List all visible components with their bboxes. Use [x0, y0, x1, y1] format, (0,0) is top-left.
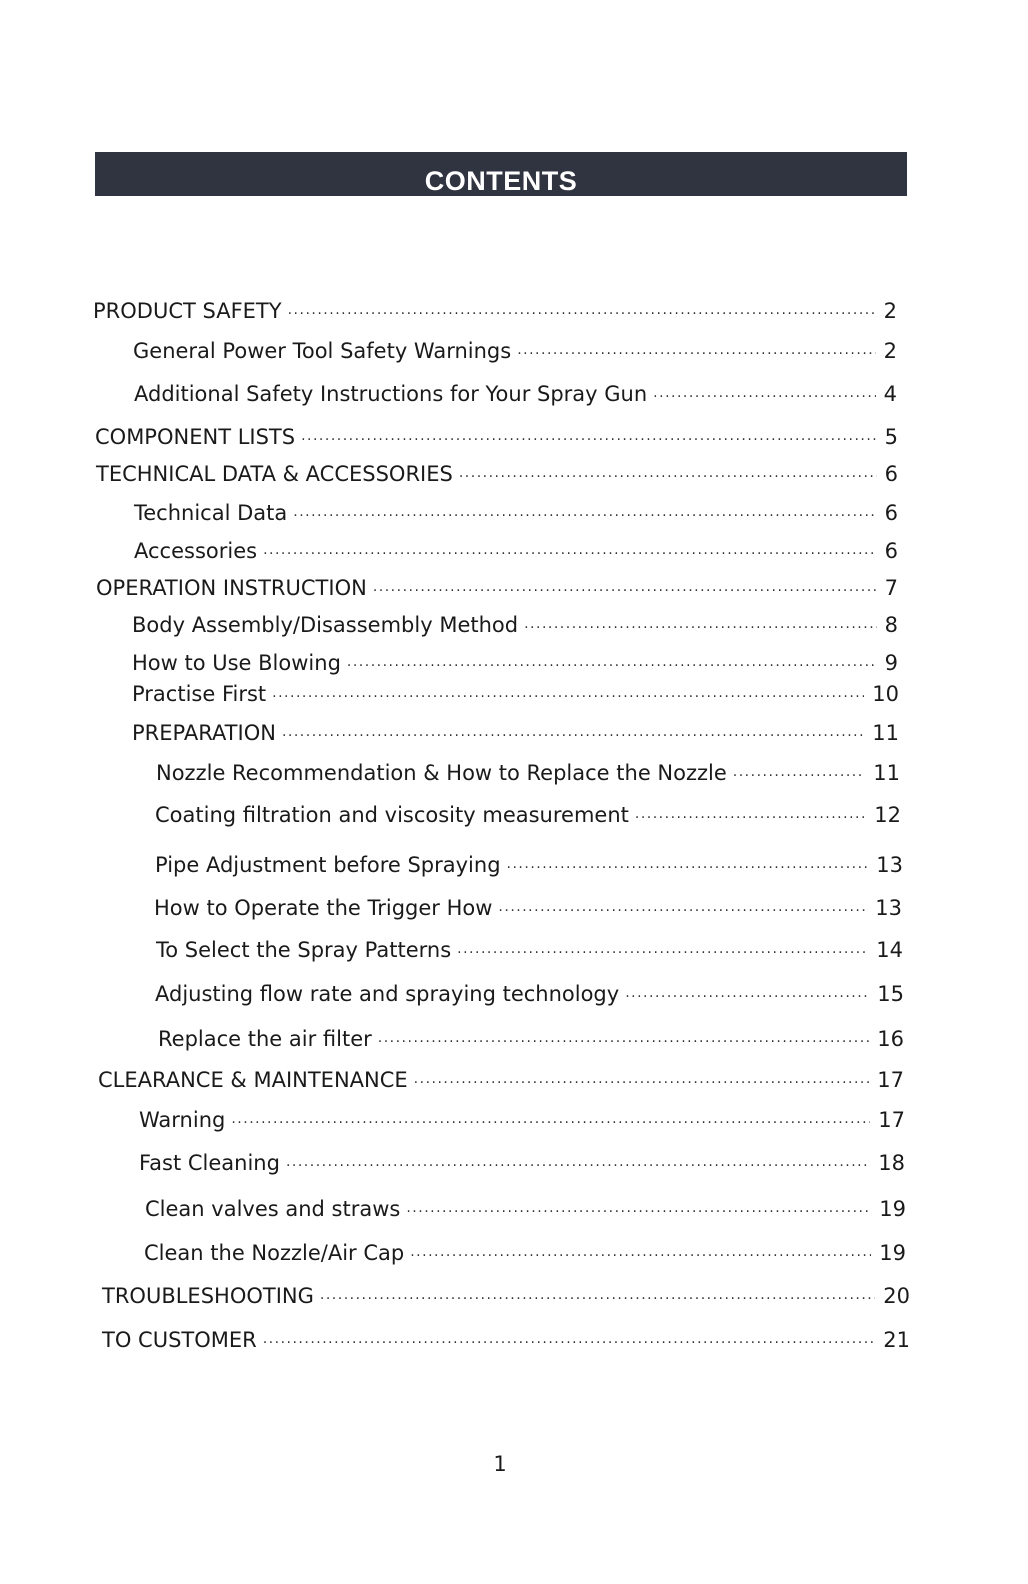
- dot-leader: [373, 578, 877, 604]
- dot-leader: [625, 984, 869, 1010]
- toc-entry-page: 21: [883, 1328, 910, 1352]
- toc-entry-clean-nozzle[interactable]: [144, 1240, 906, 1269]
- toc-entry-page: 2: [883, 339, 897, 363]
- dot-leader: [263, 1330, 876, 1356]
- toc-entry-page: 8: [884, 613, 898, 637]
- toc-entry-page: 10: [872, 682, 899, 706]
- toc-entry-label: How to Use Blowing: [132, 651, 341, 675]
- toc-entry-page: 2: [883, 299, 897, 323]
- dot-leader: [347, 653, 877, 679]
- toc-entry-general-power-tool-safety[interactable]: [133, 338, 897, 367]
- toc-entry-additional-safety[interactable]: [134, 381, 897, 410]
- toc-entry-clearance-maintenance[interactable]: [98, 1067, 904, 1096]
- toc-entry-label: OPERATION INSTRUCTION: [96, 576, 367, 600]
- dot-leader: [517, 341, 875, 367]
- toc-entry-warning[interactable]: [139, 1107, 905, 1136]
- toc-entry-label: General Power Tool Safety Warnings: [133, 339, 512, 363]
- toc-entry-page: 17: [877, 1068, 904, 1092]
- toc-entry-page: 6: [884, 462, 898, 486]
- toc-entry-label: Body Assembly/Disassembly Method: [132, 613, 519, 637]
- toc-entry-page: 20: [883, 1284, 910, 1308]
- toc-entry-page: 4: [883, 382, 897, 406]
- toc-entry-label: Coating filtration and viscosity measurement: [155, 803, 629, 827]
- toc-entry-page: 5: [884, 425, 898, 449]
- toc-entry-page: 7: [884, 576, 898, 600]
- toc-entry-page: 18: [878, 1151, 905, 1175]
- dot-leader: [498, 898, 867, 924]
- toc-entry-page: 6: [884, 501, 898, 525]
- dot-leader: [286, 1153, 870, 1179]
- toc-entry-label: To Select the Spray Patterns: [156, 938, 452, 962]
- toc-entry-page: 12: [874, 803, 901, 827]
- toc-entry-to-customer[interactable]: [102, 1327, 910, 1356]
- toc-entry-nozzle-recommendation[interactable]: [156, 760, 900, 789]
- toc-entry-technical-data[interactable]: [134, 500, 898, 529]
- toc-entry-page: 17: [878, 1108, 905, 1132]
- toc-entry-label: How to Operate the Trigger How: [154, 896, 493, 920]
- toc-entry-label: Technical Data: [134, 501, 288, 525]
- toc-entry-label: Practise First: [132, 682, 267, 706]
- toc-entry-label: PRODUCT SAFETY: [93, 299, 282, 323]
- toc-entry-replace-air-filter[interactable]: [158, 1026, 904, 1055]
- toc-entry-component-lists[interactable]: [95, 424, 898, 453]
- toc-entry-page: 15: [877, 982, 904, 1006]
- dot-leader: [414, 1070, 870, 1096]
- dot-leader: [272, 684, 864, 710]
- dot-leader: [288, 301, 876, 327]
- page-number: 1: [493, 1452, 507, 1476]
- toc-entry-practise-first[interactable]: [132, 681, 899, 710]
- toc-entry-operate-trigger[interactable]: [154, 895, 902, 924]
- dot-leader: [378, 1029, 870, 1055]
- toc-entry-label: Clean valves and straws: [145, 1197, 401, 1221]
- dot-leader: [653, 384, 875, 410]
- toc-entry-clean-valves[interactable]: [145, 1196, 906, 1225]
- toc-entry-technical-data-accessories[interactable]: [96, 461, 898, 490]
- toc-entry-accessories[interactable]: [134, 538, 898, 567]
- toc-entry-label: Pipe Adjustment before Spraying: [155, 853, 501, 877]
- toc-entry-page: 6: [884, 539, 898, 563]
- dot-leader: [733, 763, 865, 789]
- toc-entry-label: COMPONENT LISTS: [95, 425, 296, 449]
- toc-entry-label: Clean the Nozzle/Air Cap: [144, 1241, 405, 1265]
- toc-entry-how-to-use-blowing[interactable]: [132, 650, 898, 679]
- toc-entry-page: 11: [872, 721, 899, 745]
- toc-entry-label: Fast Cleaning: [139, 1151, 280, 1175]
- dot-leader: [320, 1286, 875, 1312]
- dot-leader: [263, 541, 877, 567]
- toc-entry-label: TO CUSTOMER: [102, 1328, 257, 1352]
- toc-entry-label: Replace the air filter: [158, 1027, 372, 1051]
- toc-entry-operation-instruction[interactable]: [96, 575, 898, 604]
- toc-entry-spray-patterns[interactable]: [156, 937, 903, 966]
- toc-entry-label: Warning: [139, 1108, 226, 1132]
- toc-entry-page: 16: [877, 1027, 904, 1051]
- toc-entry-fast-cleaning[interactable]: [139, 1150, 905, 1179]
- toc-entry-page: 11: [873, 761, 900, 785]
- toc-entry-product-safety[interactable]: [93, 298, 897, 327]
- toc-entry-label: Nozzle Recommendation & How to Replace the Nozzle: [156, 761, 727, 785]
- dot-leader: [457, 940, 868, 966]
- dot-leader: [282, 723, 864, 749]
- dot-leader: [301, 427, 877, 453]
- toc-entry-preparation[interactable]: [132, 720, 899, 749]
- dot-leader: [635, 805, 866, 831]
- toc-entry-pipe-adjustment[interactable]: [155, 852, 903, 881]
- toc-entry-label: Additional Safety Instructions for Your Spray Gun: [134, 382, 648, 406]
- dot-leader: [406, 1199, 871, 1225]
- toc-entry-coating-filtration[interactable]: [155, 802, 901, 831]
- contents-title: CONTENTS: [424, 165, 578, 196]
- dot-leader: [293, 503, 876, 529]
- toc-entry-page: 13: [875, 896, 902, 920]
- contents-header-bar: [95, 152, 907, 196]
- toc-entry-label: PREPARATION: [132, 721, 276, 745]
- toc-entry-page: 14: [876, 938, 903, 962]
- dot-leader: [410, 1243, 871, 1269]
- toc-entry-page: 19: [879, 1241, 906, 1265]
- toc-entry-body-assembly[interactable]: [132, 612, 898, 641]
- dot-leader: [231, 1110, 870, 1136]
- toc-entry-label: TROUBLESHOOTING: [102, 1284, 314, 1308]
- dot-leader: [507, 855, 869, 881]
- toc-entry-page: 13: [876, 853, 903, 877]
- toc-entry-adjusting-flow-rate[interactable]: [155, 981, 904, 1010]
- toc-entry-label: Accessories: [134, 539, 258, 563]
- toc-entry-page: 9: [884, 651, 898, 675]
- toc-entry-label: TECHNICAL DATA & ACCESSORIES: [96, 462, 453, 486]
- toc-entry-label: CLEARANCE & MAINTENANCE: [98, 1068, 408, 1092]
- toc-entry-label: Adjusting flow rate and spraying technology: [155, 982, 620, 1006]
- toc-entry-page: 19: [879, 1197, 906, 1221]
- toc-entry-troubleshooting[interactable]: [102, 1283, 910, 1312]
- dot-leader: [524, 615, 877, 641]
- dot-leader: [459, 464, 877, 490]
